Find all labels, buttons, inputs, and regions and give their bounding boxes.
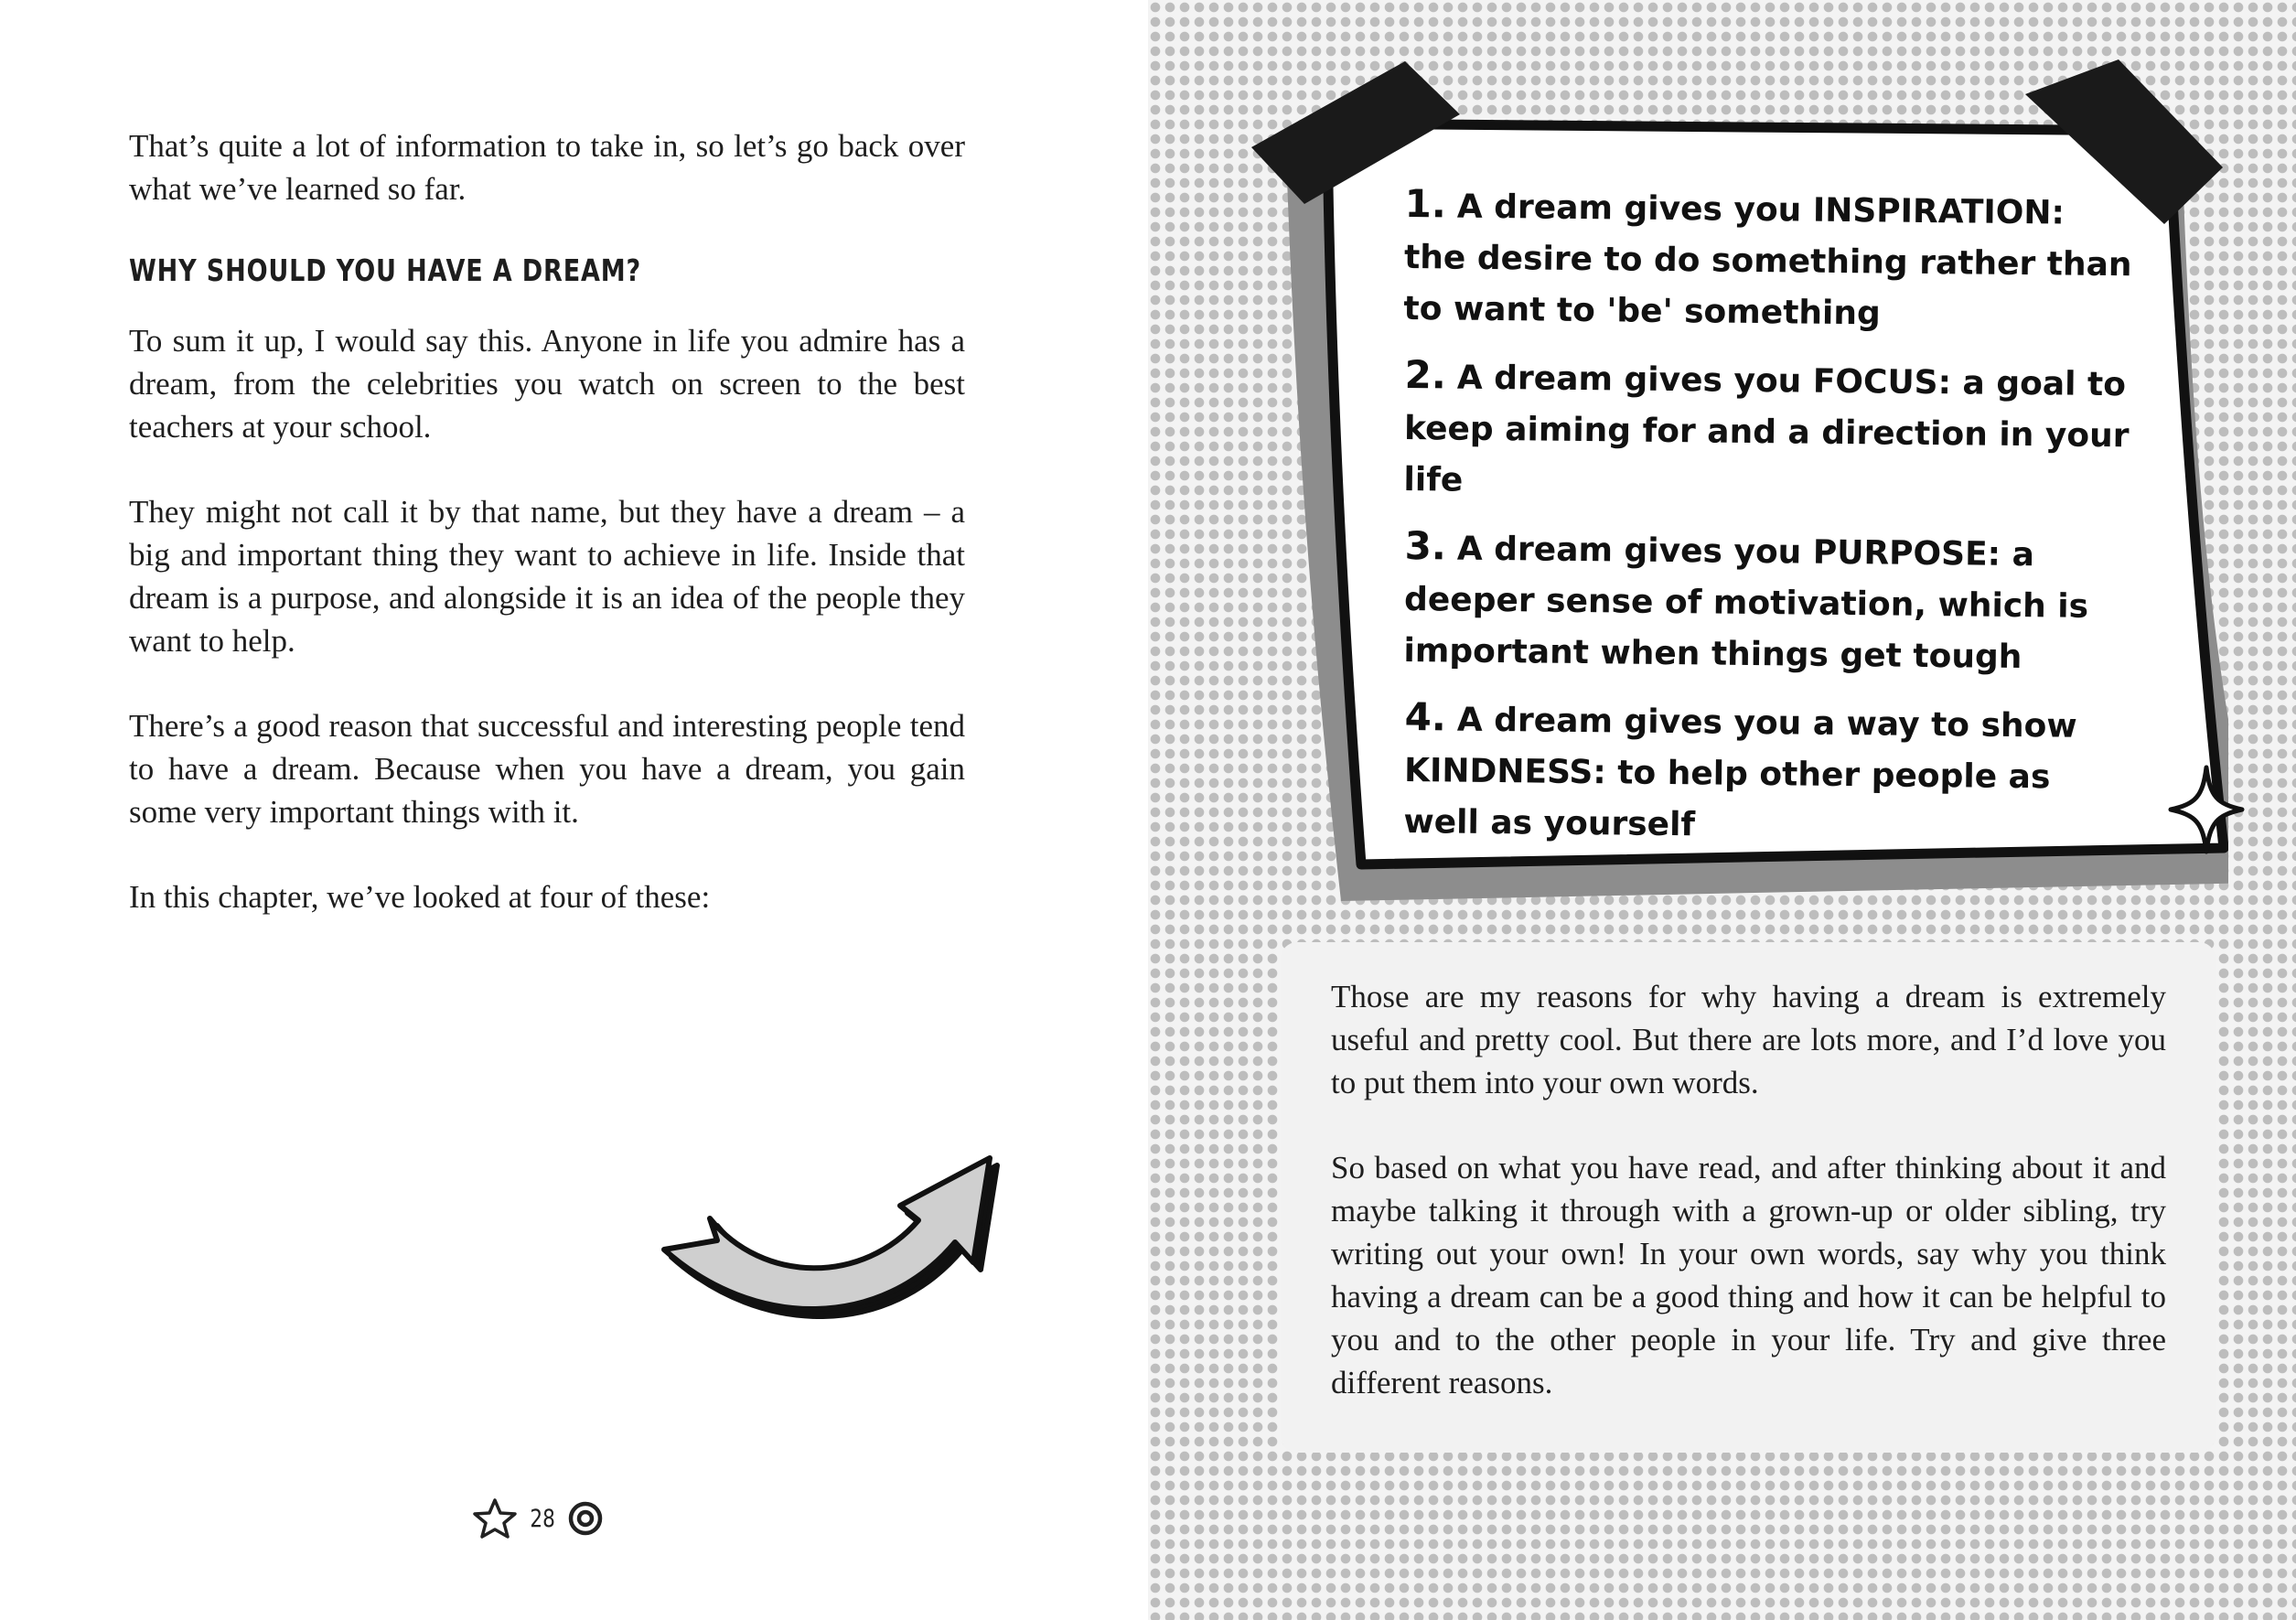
dream-reasons-list [1405,178,2137,863]
section-heading: WHY SHOULD YOU HAVE A DREAM? [129,252,642,288]
list-item [1403,520,2137,684]
star-outline-icon [472,1497,518,1540]
body-paragraph-2: They might not call it by that name, but they have a dream – a big and important thing they want to achieve in life. Inside that dream is a purpose, and alongside it is an idea of the people they want to help. [129,494,965,659]
note-card [1240,50,2228,910]
reflection-paragraph-2: So based on what you have read, and after thinking about it and maybe talking it through with a grown-up or older sibling, try writing out your own! In your own words, say why you think having a dream can be a good thing and how it can be helpful to you and to the other people in your life. Try and give three different reasons. [1331,1150,2166,1400]
sparkle-icon [2167,764,2246,855]
body-paragraph-4: In this chapter, we’ve looked at four of these: [129,879,711,915]
curved-arrow-icon [660,1154,1006,1334]
list-item [1403,349,2137,513]
reflection-text [1331,975,2166,1446]
item-text: A dream gives you PURPOSE: a deeper sense of motivation, which is important when things get tough [1403,530,2089,677]
item-number: 3. [1404,522,1447,569]
list-item [1403,692,2137,855]
page-folio [472,1491,604,1546]
list-item [1403,178,2137,342]
page-number: 28 [530,1504,555,1533]
target-icon [567,1500,604,1537]
left-text-column [129,124,965,960]
item-number: 2. [1404,351,1447,398]
item-text: A dream gives you a way to show KINDNESS: to help other people as well as yourself [1403,701,2077,844]
reflection-textbox [1281,942,2216,1453]
body-paragraph-1: To sum it up, I would say this. Anyone in life you admire has a dream, from the celebrities you watch on screen to the best teachers at your school. [129,323,965,445]
reflection-paragraph-1: Those are my reasons for why having a dream is extremely useful and pretty cool. But there are lots more, and I’d love you to put them into your own words. [1331,979,2166,1100]
item-text: A dream gives you FOCUS: a goal to keep aiming for and a direction in your life [1403,359,2130,499]
body-paragraph-3: There’s a good reason that successful and interesting people tend to have a dream. Because when you have a dream, you gain some very important things with it. [129,708,965,830]
item-number: 1. [1404,180,1447,227]
item-text: A dream gives you INSPIRATION: the desire to do something rather than to want to 'be' something [1403,188,2132,333]
item-number: 4. [1404,693,1447,740]
intro-paragraph: That’s quite a lot of information to take in, so let’s go back over what we’ve learned so far. [129,128,965,207]
